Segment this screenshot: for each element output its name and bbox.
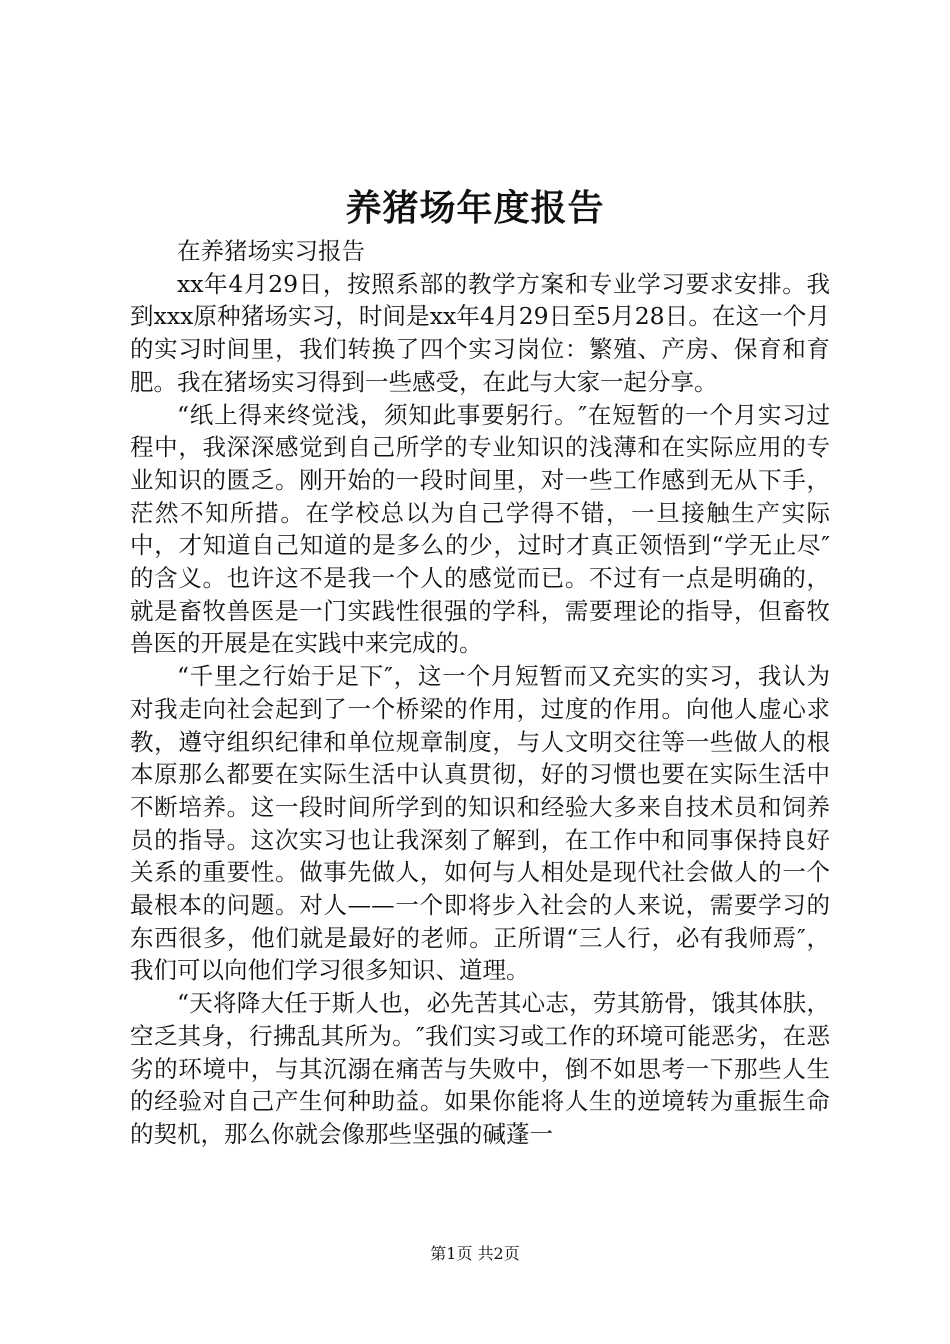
page-footer: 第1页 共2页: [430, 1244, 520, 1263]
paragraph: “千里之行始于足下″，这一个月短暂而又充实的实习，我认为对我走向社会起到了一个桥梁的作用，过度的作用。向他人虚心求教，遵守组织纪律和单位规章制度，与人文明交往等一些做人的根本原那么都要在实际生活中认真贯彻，好的习惯也要在实际生活中不断培养。这一段时间所学到的知识和经验大多来自技术员和饲养员的指导。这次实习也让我深刻了解到，在工作中和同事保持良好关系的重要性。做事先做人，如何与人相处是现代社会做人的一个最根本的问题。对人——一个即将步入社会的人来说，需要学习的东西很多，他们就是最好的老师。正所谓“三人行，必有我师焉″，我们可以向他们学习很多知识、道理。: [130, 662, 830, 985]
subtitle-paragraph: 在养猪场实习报告: [177, 237, 365, 265]
document-body: [130, 235, 830, 1151]
page-title: 养猪场年度报告: [345, 187, 605, 229]
paragraph: “天将降大任于斯人也，必先苦其心志，劳其筋骨，饿其体肤，空乏其身，行拂乱其所为。″我们实习或工作的环境可能恶劣，在恶劣的环境中，与其沉溺在痛苦与失败中，倒不如思考一下那些人生的经验对自己产生何种助益。如果你能将人生的逆境转为重振生命的契机，那么你就会像那些坚强的碱蓬一: [130, 989, 830, 1148]
paragraph: “纸上得来终觉浅，须知此事要躬行。″在短暂的一个月实习过程中，我深深感觉到自己所学的专业知识的浅薄和在实际应用的专业知识的匮乏。刚开始的一段时间里，对一些工作感到无从下手，茫然不知所措。在学校总以为自己学得不错，一旦接触生产实际中，才知道自己知道的是多么的少，过时才真正领悟到“学无止尽″的含义。也许这不是我一个人的感觉而已。不过有一点是明确的，就是畜牧兽医是一门实践性很强的学科，需要理论的指导，但畜牧兽医的开展是在实践中来完成的。: [130, 400, 830, 658]
paragraph: xx年4月29日，按照系部的教学方案和专业学习要求安排。我到xxx原种猪场实习，时间是xx年4月29日至5月28日。在这一个月的实习时间里，我们转换了四个实习岗位：繁殖、产房、保育和育肥。我在猪场实习得到一些感受，在此与大家一起分享。: [130, 269, 830, 396]
